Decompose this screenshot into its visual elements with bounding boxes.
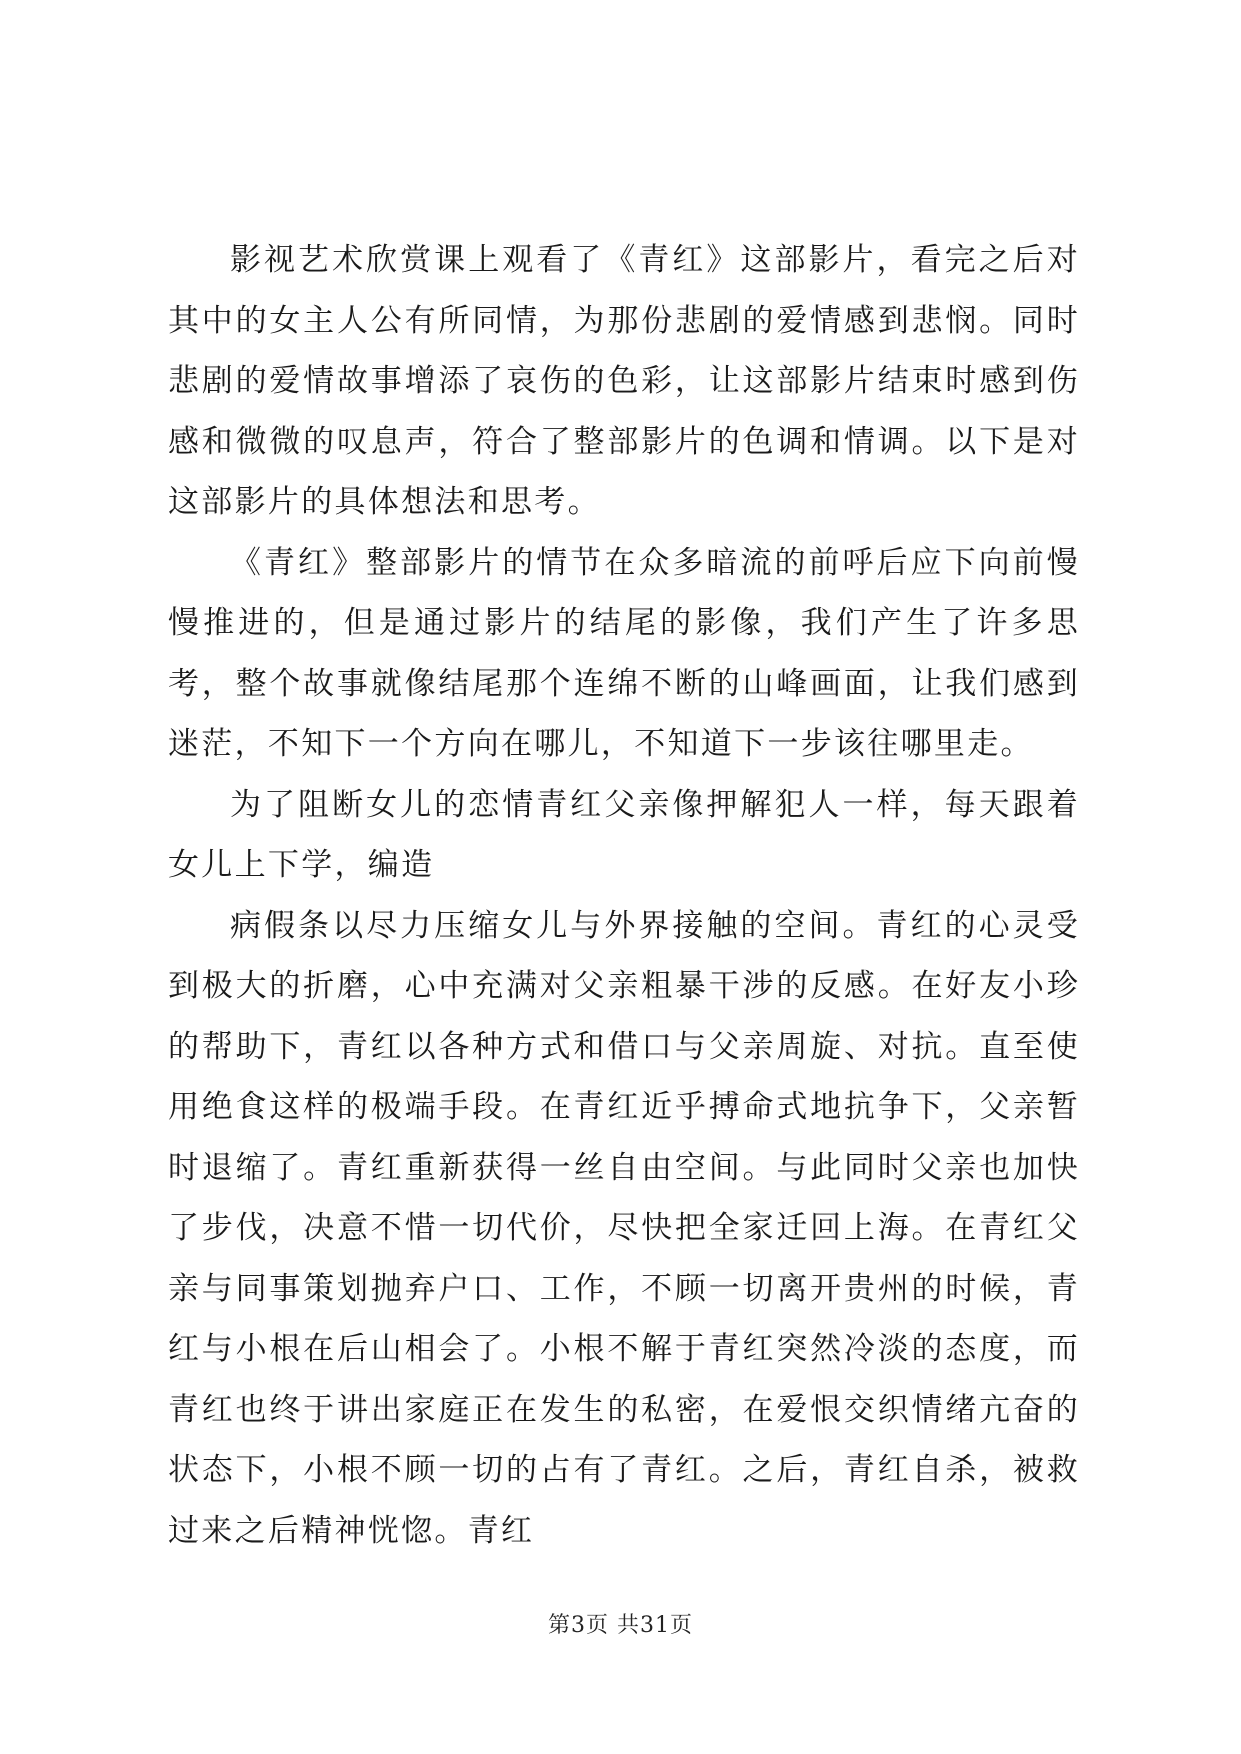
- document-body: [168, 230, 1080, 1561]
- page-footer: 第3页 共31页: [548, 1613, 693, 1638]
- paragraph: 为了阻断女儿的恋情青红父亲像押解犯人一样，每天跟着女儿上下学，编造: [168, 786, 1080, 883]
- paragraph: 病假条以尽力压缩女儿与外界接触的空间。青红的心灵受到极大的折磨，心中充满对父亲粗暴干涉的反感。在好友小珍的帮助下，青红以各种方式和借口与父亲周旋、对抗。直至使用绝食这样的极端手段。在青红近乎搏命式地抗争下，父亲暂时退缩了。青红重新获得一丝自由空间。与此同时父亲也加快了步伐，决意不惜一切代价，尽快把全家迁回上海。在青红父亲与同事策划抛弃户口、工作，不顾一切离开贵州的时候，青红与小根在后山相会了。小根不解于青红突然冷淡的态度，而青红也终于讲出家庭正在发生的私密，在爱恨交织情绪亢奋的状态下，小根不顾一切的占有了青红。之后，青红自杀，被救过来之后精神恍惚。青红: [168, 907, 1080, 1549]
- paragraph: 《青红》整部影片的情节在众多暗流的前呼后应下向前慢慢推进的，但是通过影片的结尾的影像，我们产生了许多思考，整个故事就像结尾那个连绵不断的山峰画面，让我们感到迷茫，不知下一个方向在哪儿，不知道下一步该往哪里走。: [168, 544, 1080, 762]
- paragraph: 影视艺术欣赏课上观看了《青红》这部影片，看完之后对其中的女主人公有所同情，为那份悲剧的爱情感到悲悯。同时悲剧的爱情故事增添了哀伤的色彩，让这部影片结束时感到伤感和微微的叹息声，符合了整部影片的色调和情调。以下是对这部影片的具体想法和思考。: [168, 242, 1080, 520]
